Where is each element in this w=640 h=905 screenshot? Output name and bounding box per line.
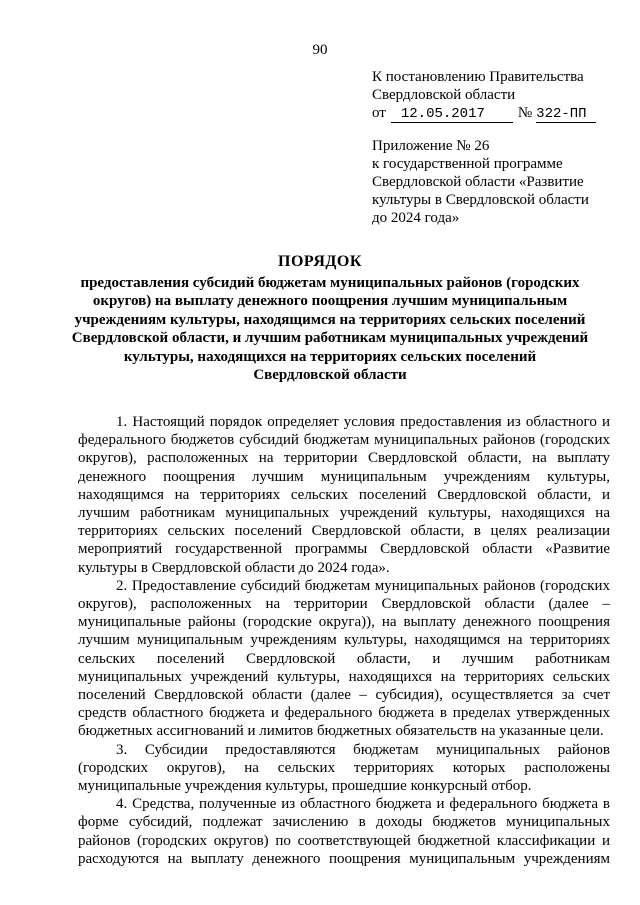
appendix-line: к государственной программе <box>372 156 563 172</box>
body-line: находящимся на территориях сельских поселений Свердловской области, и <box>78 486 610 503</box>
subtitle-line: округов) на выплату денежного поощрения лучшим муниципальным <box>92 293 568 310</box>
appendix-line: Свердловской области «Развитие <box>372 174 584 190</box>
body-line: поселений Свердловской области (далее – субсидия), осуществляется за счет <box>78 687 610 704</box>
resolution-reference <box>372 68 632 123</box>
subtitle-line: культуры, находящихся на территориях сельских поселений <box>123 348 537 365</box>
date-prefix: от <box>372 105 386 121</box>
body-line: округов), расположенных на территории Свердловской области (далее – <box>78 596 610 613</box>
body-line: лучшим работникам муниципальных учреждений культуры, находящихся на <box>78 505 610 522</box>
body-line: лучшим муниципальным учреждениям культуры, находящимся на территориях <box>78 632 610 649</box>
body-line: средств областного бюджета и федерального бюджета в пределах утвержденных <box>78 705 610 722</box>
body-line: денежного поощрения лучшим муниципальным учреждениям культуры, <box>78 468 610 485</box>
body-line: муниципальных учреждений культуры, находящихся на территориях сельских <box>78 668 610 685</box>
body-line: расходуются на выплату денежного поощрения муниципальным учреждениям <box>78 850 610 867</box>
body-line: 3. Субсидии предоставляются бюджетам муниципальных районов <box>116 741 610 758</box>
appendix-line: Приложение № 26 <box>372 138 490 154</box>
body-line: муниципальные учреждения культуры, прошедшие конкурсный отбор. <box>78 778 532 795</box>
document-subtitle <box>70 274 590 384</box>
subtitle-line: учреждениям культуры, находящимся на территориях сельских поселений <box>74 311 586 328</box>
body-line: федерального бюджетов субсидий бюджетам муниципальных районов (городских <box>78 432 610 449</box>
document-title: ПОРЯДОК <box>278 253 362 270</box>
body-line: (городских округов), на сельских территориях которых расположены <box>78 759 610 776</box>
body-line: культуры в Свердловской области до 2024 года». <box>78 559 390 576</box>
appendix-reference <box>372 137 627 227</box>
subtitle-line: предоставления субсидий бюджетам муниципальных районов (городских <box>80 275 580 291</box>
appendix-line: до 2024 года» <box>372 210 460 226</box>
number-label: № <box>517 105 533 121</box>
subtitle-line: Свердловской области <box>253 367 407 384</box>
body-line: территориях сельских поселений Свердловской области, в целях реализации <box>78 523 610 540</box>
appendix-line: культуры в Свердловской области <box>372 192 589 208</box>
body-line: 4. Средства, полученные из областного бюджета и федерального бюджета в <box>116 796 610 813</box>
body-line: районов (городских округов) по соответствующей бюджетной классификации и <box>78 832 610 849</box>
resolution-date: 12.05.2017 <box>391 107 513 123</box>
document-body <box>78 413 610 868</box>
resolution-line: Свердловской области <box>372 87 516 103</box>
body-line: форме субсидий, подлежат зачислению в доходы бюджетов муниципальных <box>78 814 610 831</box>
body-line: сельских поселений Свердловской области, и лучшим работникам <box>78 650 610 667</box>
resolution-line: К постановлению Правительства <box>372 69 584 85</box>
body-line: округов), расположенных на территории Свердловской области, на выплату <box>78 450 610 467</box>
body-line: бюджетных ассигнований и лимитов бюджетных обязательств на указанные цели. <box>78 723 604 740</box>
body-line: 2. Предоставление субсидий бюджетам муниципальных районов (городских <box>116 577 610 594</box>
page-number: 90 <box>312 42 328 58</box>
body-line: муниципальные районы (городские округа)), на выплату денежного поощрения <box>78 614 610 631</box>
body-line: 1. Настоящий порядок определяет условия предоставления из областного и <box>116 414 610 430</box>
resolution-date-row <box>372 104 632 123</box>
body-line: мероприятий государственной программы Свердловской области «Развитие <box>78 541 610 558</box>
resolution-number: 322-ПП <box>536 107 596 123</box>
subtitle-line: Свердловской области, и лучшим работникам муниципальных учреждений <box>71 330 589 347</box>
